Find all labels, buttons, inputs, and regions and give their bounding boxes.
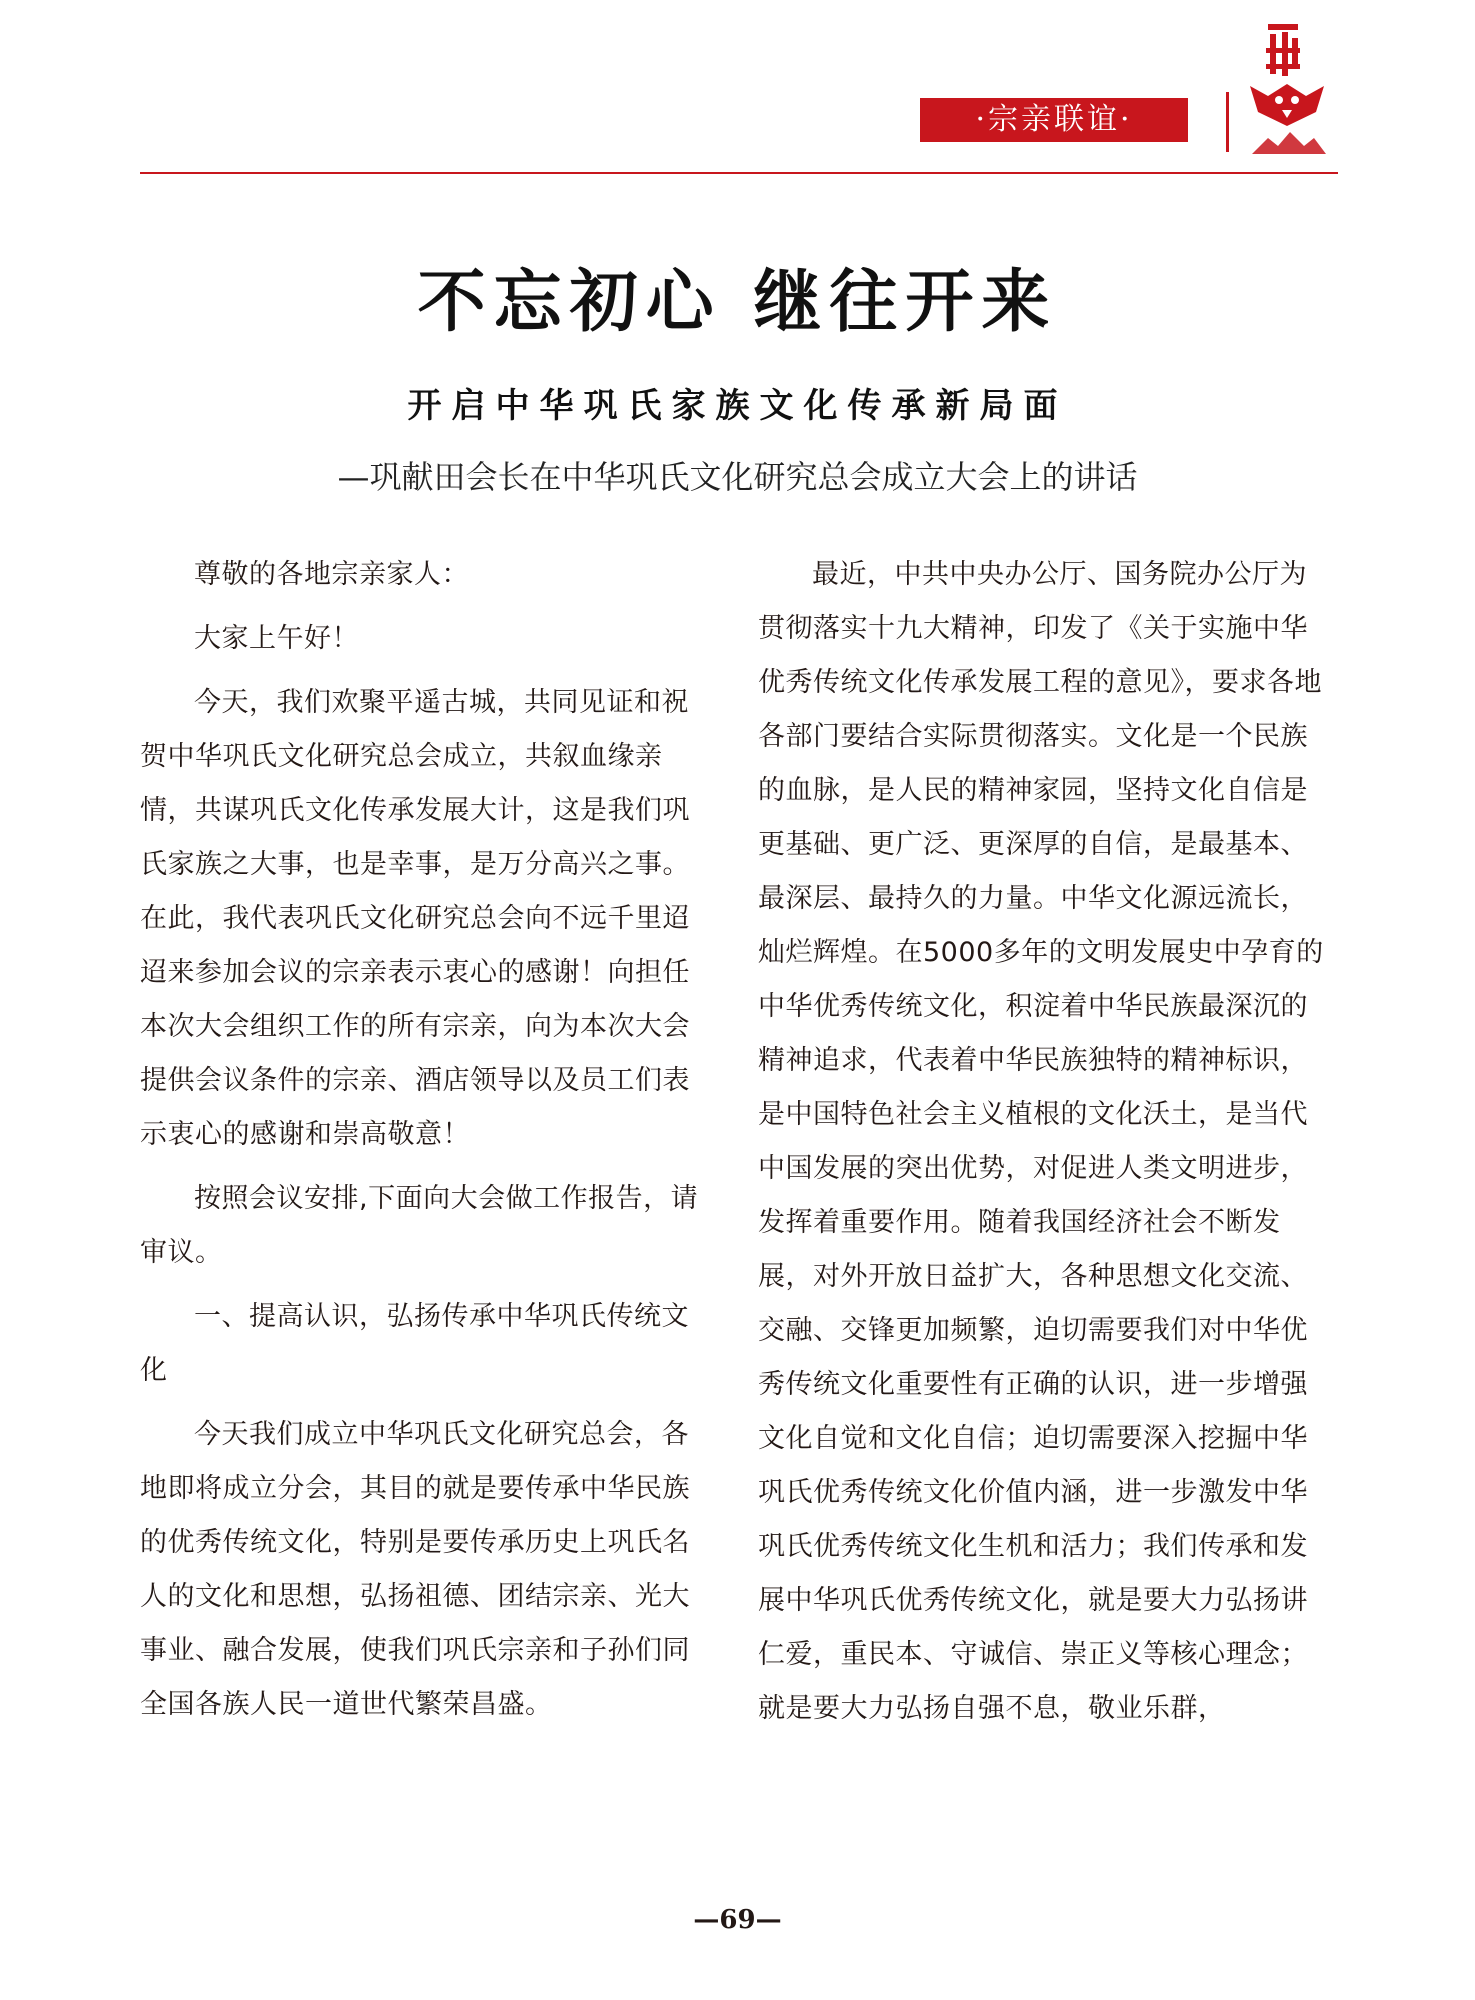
paragraph: 大家上午好！ [194,623,359,654]
article-subtitle: 开启中华巩氏家族文化传承新局面 [407,386,1068,426]
left-column [140,548,710,1732]
header-rule [140,172,1338,174]
page-number: —69— [693,1905,782,1935]
article-title: 不忘初心 继往开来 [417,262,1058,342]
article-byline: —巩献田会长在中华巩氏文化研究总会成立大会上的讲话 [337,458,1138,496]
paragraph: 最近，中共中央办公厅、国务院办公厅为贯彻落实十九大精神，印发了《关于实施中华优秀传统文化传承发展工程的意见》，要求各地各部门要结合实际贯彻落实。文化是一个民族的血脉，是人民的精神家园，坚持文化自信是更基础、更广泛、更深厚的自信，是最基本、最深层、最持久的力量。中华文化源远流长，灿烂辉煌。在5000多年的文明发展史中孕育的中华优秀传统文化，积淀着中华民族最深沉的精神追求，代表着中华民族独特的精神标识，是中国特色社会主义植根的文化沃土，是当代中国发展的突出优势，对促进人类文明进步，发挥着重要作用。随着我国经济社会不断发展，对外开放日益扩大，各种思想文化交流、交融、交锋更加频繁，迫切需要我们对中华优秀传统文化重要性有正确的认识，进一步增强文化自觉和文化自信；迫切需要深入挖掘中华巩氏优秀传统文化价值内涵，进一步激发中华巩氏优秀传统文化生机和活力；我们传承和发展中华巩氏优秀传统文化，就是要大力弘扬讲仁爱，重民本、守诚信、崇正义等核心理念；就是要大力弘扬自强不息，敬业乐群， [758,559,1324,1724]
section-tag: ·宗亲联谊· [920,98,1188,142]
paragraph: 尊敬的各地宗亲家人： [194,559,469,590]
family-crest-logo-icon [1246,20,1328,160]
section-heading: 一、提高认识，弘扬传承中华巩氏传统文化 [140,1301,689,1386]
tag-divider [1226,92,1229,152]
paragraph: 按照会议安排,下面向大会做工作报告，请审议。 [140,1183,699,1268]
right-column [758,548,1328,1736]
paragraph: 今天我们成立中华巩氏文化研究总会，各地即将成立分会，其目的就是要传承中华民族的优秀传统文化，特别是要传承历史上巩氏名人的文化和思想，弘扬祖德、团结宗亲、光大事业、融合发展，使我们巩氏宗亲和子孙们同全国各族人民一道世代繁荣昌盛。 [140,1419,690,1720]
paragraph: 今天，我们欢聚平遥古城，共同见证和祝贺中华巩氏文化研究总会成立，共叙血缘亲情，共谋巩氏文化传承发展大计，这是我们巩氏家族之大事，也是幸事，是万分高兴之事。在此，我代表巩氏文化研究总会向不远千里迢迢来参加会议的宗亲表示衷心的感谢！向担任本次大会组织工作的所有宗亲，向为本次大会提供会议条件的宗亲、酒店领导以及员工们表示衷心的感谢和崇高敬意！ [140,687,690,1150]
